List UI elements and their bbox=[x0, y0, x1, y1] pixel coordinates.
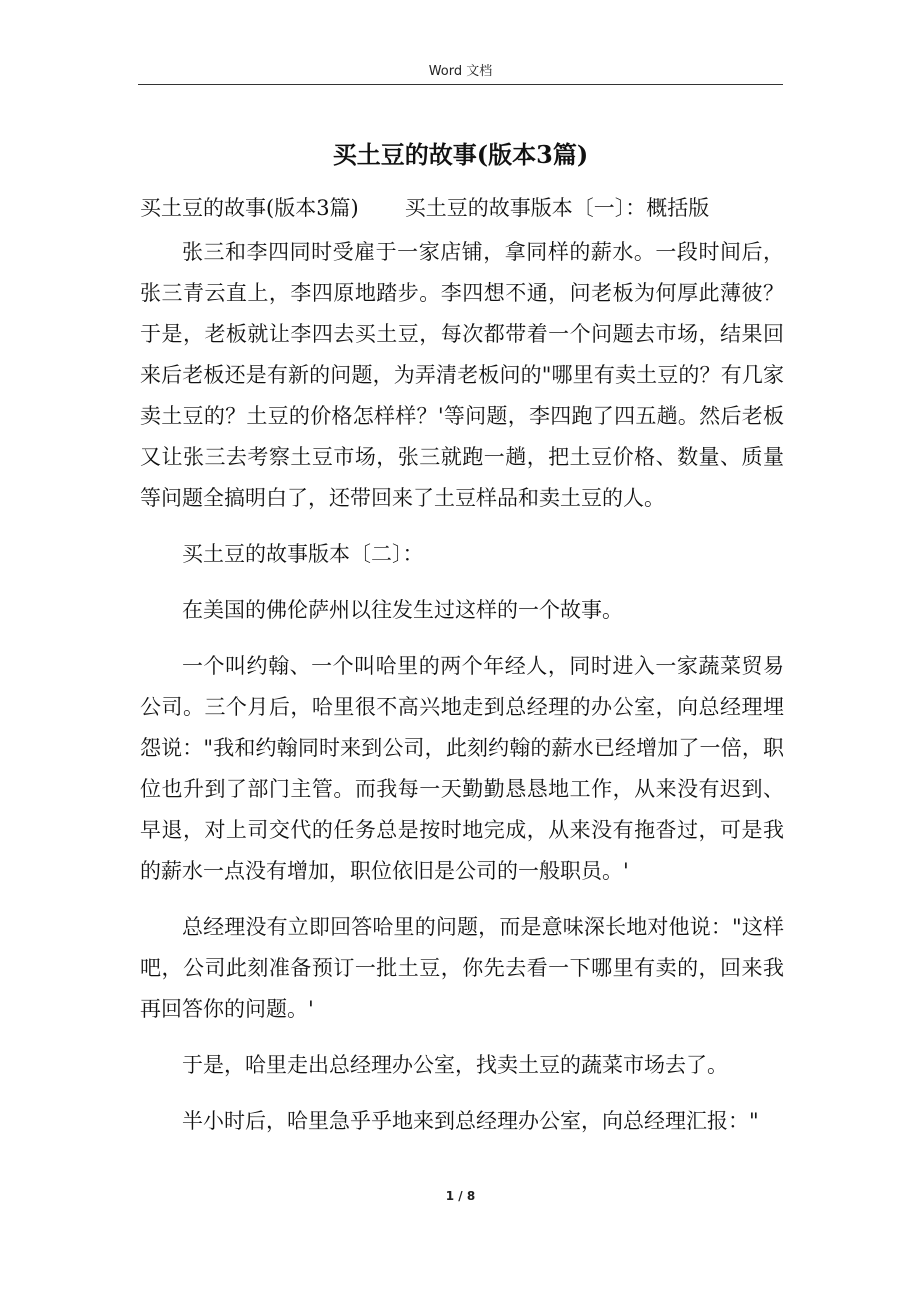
page-number: 1 / 8 bbox=[445, 1189, 476, 1203]
paragraph: 买土豆的故事版本〔二〕： bbox=[182, 542, 424, 566]
header-divider bbox=[138, 84, 783, 85]
paragraph: 在美国的佛伦萨州以往发生过这样的一个故事。 bbox=[182, 598, 623, 622]
paragraph: 于是，哈里走出总经理办公室，找卖土豆的蔬菜市场去了。 bbox=[182, 1053, 728, 1077]
paragraph: 一个叫约翰、一个叫哈里的两个年经人，同时进入一家蔬菜贸易公司。三个月后，哈里很不高兴地走到总经理的办公室，向总经理埋怨说："我和约翰同时来到公司，此刻约翰的薪水已经增加了一倍，职位也升到了部门主管。而我每一天勤勤恳恳地工作，从来没有迟到、早退，对上司交代的任务总是按时地完成，从来没有拖沓过，可是我的薪水一点没有增加，职位依旧是公司的一般职员。' bbox=[140, 654, 784, 883]
paragraph: 张三和李四同时受雇于一家店铺，拿同样的薪水。一段时间后，张三青云直上，李四原地踏步。李四想不通，问老板为何厚此薄彼？于是，老板就让李四去买土豆，每次都带着一个问题去市场，结果回来后老板还是有新的问题，为弄清老板问的"哪里有卖土豆的？有几家卖土豆的？土豆的价格怎样样？'等问题，李四跑了四五趟。然后老板又让张三去考察土豆市场，张三就跑一趟，把土豆价格、数量、质量等问题全搞明白了，还带回来了土豆样品和卖土豆的人。 bbox=[140, 240, 784, 510]
document-title: 买土豆的故事(版本3篇) bbox=[332, 140, 589, 169]
document-body bbox=[140, 190, 784, 1157]
paragraph: 半小时后，哈里急乎乎地来到总经理办公室，向总经理汇报：" bbox=[182, 1109, 759, 1133]
subtitle-line bbox=[140, 190, 784, 226]
subtitle-left: 买土豆的故事(版本3篇) bbox=[140, 196, 359, 220]
subtitle-gap bbox=[359, 190, 405, 226]
paragraph: 总经理没有立即回答哈里的问题，而是意味深长地对他说："这样吧，公司此刻准备预订一批土豆，你先去看一下哪里有卖的，回来我再回答你的问题。' bbox=[140, 915, 784, 1021]
subtitle-right: 买土豆的故事版本〔一〕：概括版 bbox=[404, 196, 710, 220]
page-header: Word 文档 bbox=[428, 64, 493, 79]
